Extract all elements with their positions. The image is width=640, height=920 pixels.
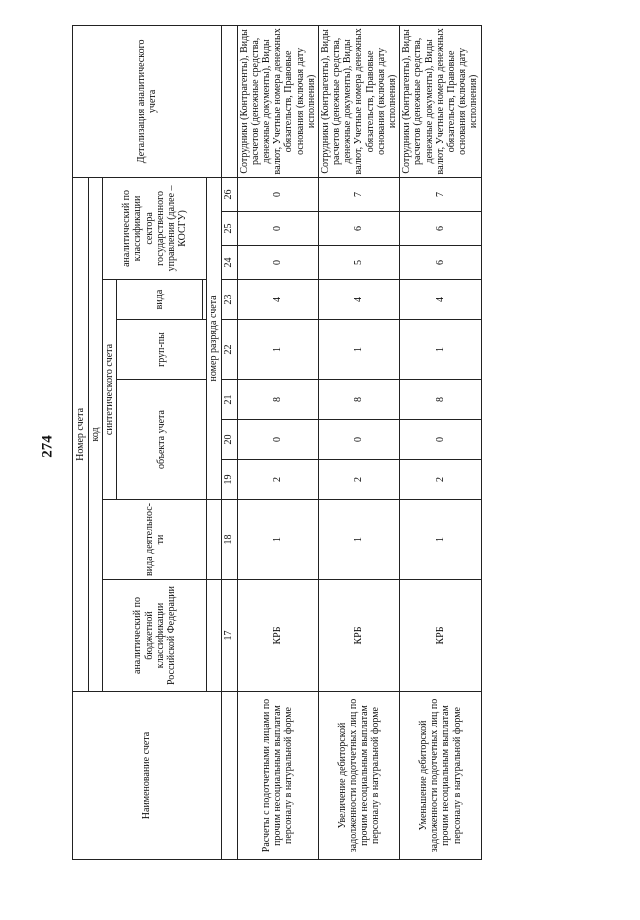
rotated-table-wrapper xyxy=(72,26,480,853)
row-d20: 0 xyxy=(237,420,318,460)
row-d23: 4 xyxy=(318,280,399,320)
header-group: груп-пы xyxy=(117,320,207,380)
row-d25: 6 xyxy=(318,212,399,246)
page-number: 274 xyxy=(39,435,56,458)
digit-19: 19 xyxy=(221,460,237,500)
rotated-table xyxy=(72,26,480,860)
header-analytical-budget: аналитический по бюджетной классификации Российской Федерации xyxy=(103,580,207,692)
header-object: объекта учета xyxy=(117,380,207,500)
header-kind: вида xyxy=(117,280,203,320)
row-d22: 1 xyxy=(400,320,481,380)
row-d21: 8 xyxy=(318,380,399,420)
header-spacer-17 xyxy=(207,580,221,692)
header-account-name: Наименование счета xyxy=(73,692,222,860)
row-d20: 0 xyxy=(318,420,399,460)
row-d24: 6 xyxy=(400,246,481,280)
row-d18: 1 xyxy=(318,500,399,580)
header-code: код xyxy=(89,177,103,691)
row-d25: 6 xyxy=(400,212,481,246)
row-d19: 2 xyxy=(237,460,318,500)
row-d24: 0 xyxy=(237,246,318,280)
table-row xyxy=(400,25,481,859)
digit-26: 26 xyxy=(221,177,237,211)
header-spacer-18 xyxy=(207,500,221,580)
row-account-name: Уменьшение дебиторской задолженности подотчетных лиц по прочим несоциальным выплатам персоналу в натуральной форме xyxy=(400,692,481,860)
row-d22: 1 xyxy=(318,320,399,380)
digit-21: 21 xyxy=(221,380,237,420)
digit-25: 25 xyxy=(221,212,237,246)
header-detail: Детализация аналитического учета xyxy=(73,25,222,177)
row-d20: 0 xyxy=(400,420,481,460)
row-d21: 8 xyxy=(400,380,481,420)
row-krb: КРБ xyxy=(400,580,481,692)
header-digit-number: номер разряда счета xyxy=(207,177,221,499)
header-synthetic: синтетического счета xyxy=(103,280,117,500)
row-detail: Сотрудники (Контрагенты), Виды расчетов (денежные средства, денежные документы), Виды валют, Учетные номера денежных обязательств, Правовые основания (включая дату исполнения) xyxy=(400,25,481,177)
row-d26: 7 xyxy=(318,177,399,211)
row-d21: 8 xyxy=(237,380,318,420)
row-d23: 4 xyxy=(237,280,318,320)
table-row xyxy=(318,25,399,859)
header-account-number: Номер счета xyxy=(73,177,89,691)
row-d22: 1 xyxy=(237,320,318,380)
digit-18: 18 xyxy=(221,500,237,580)
row-d23: 4 xyxy=(400,280,481,320)
header-kosgu: аналитический по классификации сектора государственного управления (далее – КОСГУ) xyxy=(103,177,207,279)
row-krb: КРБ xyxy=(318,580,399,692)
digit-17: 17 xyxy=(221,580,237,692)
row-krb: КРБ xyxy=(237,580,318,692)
digit-24: 24 xyxy=(221,246,237,280)
row-d18: 1 xyxy=(237,500,318,580)
digit-22: 22 xyxy=(221,320,237,380)
row-account-name: Расчеты с подотчетными лицами по прочим несоциальным выплатам персоналу в натуральной форме xyxy=(237,692,318,860)
row-d19: 2 xyxy=(318,460,399,500)
row-detail: Сотрудники (Контрагенты), Виды расчетов (денежные средства, денежные документы), Виды валют, Учетные номера денежных обязательств, Правовые основания (включая дату исполнения) xyxy=(237,25,318,177)
row-d19: 2 xyxy=(400,460,481,500)
row-d18: 1 xyxy=(400,500,481,580)
table-row xyxy=(237,25,318,859)
row-d26: 7 xyxy=(400,177,481,211)
header-activity-type: вида деятельнос-ти xyxy=(103,500,207,580)
accounts-table xyxy=(72,25,482,860)
digit-20: 20 xyxy=(221,420,237,460)
row-detail: Сотрудники (Контрагенты), Виды расчетов (денежные средства, денежные документы), Виды валют, Учетные номера денежных обязательств, Правовые основания (включая дату исполнения) xyxy=(318,25,399,177)
header-digit-blank xyxy=(221,692,237,860)
row-d26: 0 xyxy=(237,177,318,211)
header-detail-blank xyxy=(221,25,237,177)
digit-23: 23 xyxy=(221,280,237,320)
row-d25: 0 xyxy=(237,212,318,246)
row-d24: 5 xyxy=(318,246,399,280)
row-account-name: Увеличение дебиторской задолженности подотчетных лиц по прочим несоциальным выплатам персоналу в натуральной форме xyxy=(318,692,399,860)
